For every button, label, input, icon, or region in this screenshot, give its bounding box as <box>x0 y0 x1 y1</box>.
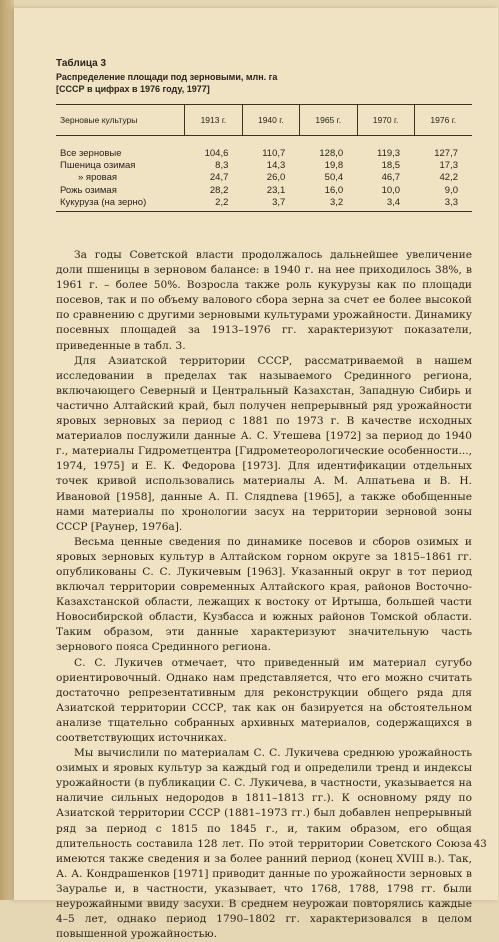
table-cell: 10,0 <box>381 184 401 196</box>
table-cell: 8,3 <box>215 160 229 172</box>
table-cell: 3,2 <box>299 197 357 212</box>
column-header-1965: 1965 г. <box>299 105 357 136</box>
table-cell: 17,3 <box>439 160 458 172</box>
paragraph: Мы вычислили по материалам С. С. Лукичева среднюю урожайность озимых и яровых культур за каждый год и определили тренд и индексы урожайности (в публикации С. С. Лукичева, в частности, указывается на наличие сильных недородов в 1811–1813 гг.). К основному ряду по Азиатской территории СССР (1881–1973 гг.) был добавлен непрерывный ряд за период с 1815 по 1845 г., и, таким образом, его общая длительность составила 128 лет. По этой территории Советского Союза имеются также сведения и за более ранний период (конец XVIII в.). Так, А. А. Кондрашенков [1971] приводит данные по урожайности зерновых в Зауралье и, в частности, указывает, что 1768, 1788, 1798 гг. были неурожайными ввиду засухи. В среднем неурожаи повторялись каждые 4–5 лет, однако период 1790–1802 гг. характеризовался в целом повышенной урожайностью. <box>56 747 472 941</box>
table-cell: 3,3 <box>414 197 472 212</box>
table-cell: 3,7 <box>242 197 299 212</box>
paragraph: За годы Советской власти продолжалось дальнейшее увеличение доли пшеницы в зерновом балансе: в 1940 г. на нее приходилось 38%, в 1961 г. – более 50%. Возросла также роль кукурузы как по площади посевов, так и по объему валового сбора зерна за счет ее более высокой по сравнению с другими зерновыми культурами урожайности. Динамику посевных площадей за 1913–1976 гг. характеризуют показатели, приведенные в табл. 3. <box>56 249 472 352</box>
paragraph: Весьма ценные сведения по динамике посевов и сборов озимых и яровых зерновых культур в Алтайском горном округе за 1815–1861 гг. опубликованы С. С. Лукичевым [1963]. Указанный округ в тот период включал территории современных Алтайского края, районов Восточно-Казахстанской области, лежащих к востоку от Иртыша, большей части Новосибирской области, Кузбасса и южных районов Томской области. Таким образом, эти данные характеризуют значительную часть зернового пояса Срединного региона. <box>56 535 472 654</box>
table-row <box>56 172 472 184</box>
table-cell: 26,0 <box>266 172 286 184</box>
table-header-row <box>56 105 472 136</box>
table-cell: 104,6 <box>204 148 229 160</box>
page-number: 43 <box>474 839 487 850</box>
table-cell: 3,4 <box>357 197 414 212</box>
table-cell: 127,7 <box>434 148 458 160</box>
table-cell: 16,0 <box>324 184 344 196</box>
table-caption-source: [СССР в цифрах в 1976 году, 1977] <box>56 84 210 94</box>
column-header-crop: Зерновые культуры <box>56 105 185 136</box>
table-caption <box>56 71 386 95</box>
table-cell: 23,1 <box>266 184 286 196</box>
table-cell: 50,4 <box>324 172 344 184</box>
table-row <box>56 160 472 172</box>
table-row <box>56 136 472 161</box>
table-cell: 19,8 <box>324 160 344 172</box>
table-cell: 119,3 <box>376 148 401 160</box>
table-caption-title: Распределение площади под зерновыми, млн. га <box>56 72 278 82</box>
column-header-1970: 1970 г. <box>357 105 414 136</box>
grain-area-table <box>56 104 472 212</box>
row-label: » яровая <box>78 172 118 184</box>
table-row <box>56 185 472 197</box>
table-cell: 28,2 <box>209 184 229 196</box>
table-cell: 2,2 <box>185 197 243 212</box>
paragraph: С. С. Лукичев отмечает, что приведенный им материал сугубо ориентировочный. Однако нам представляется, что его можно считать достаточно репрезентативным для реконструкции общего ряда для Азиатской территории СССР, так как он базируется на обстоятельном анализе тщательно собранных архивных материалов, содержащихся в соответствующих источниках. <box>56 656 472 744</box>
table-cell: 42,2 <box>439 172 458 184</box>
row-label: Рожь озимая <box>60 184 117 196</box>
table-cell: 14,3 <box>266 160 286 172</box>
column-header-1913: 1913 г. <box>185 105 243 136</box>
row-label: Кукуруза (на зерно) <box>56 197 185 212</box>
column-header-1940: 1940 г. <box>242 105 299 136</box>
table-cell: 9,0 <box>444 184 458 196</box>
table-cell: 18,5 <box>381 160 401 172</box>
column-header-1976: 1976 г. <box>414 105 472 136</box>
table-cell: 24,7 <box>209 172 229 184</box>
table-cell: 110,7 <box>262 148 286 160</box>
row-label: Пшеница озимая <box>60 160 136 172</box>
book-binding <box>0 0 14 900</box>
table-cell: 128,0 <box>319 148 344 160</box>
row-label: Все зерновые <box>60 148 122 160</box>
table-number: Таблица 3 <box>56 58 107 69</box>
body-text <box>56 248 472 942</box>
table-cell: 46,7 <box>381 172 401 184</box>
table-row <box>56 197 472 212</box>
paragraph: Для Азиатской территории СССР, рассматриваемой в нашем исследовании в пределах так называемого Срединного региона, включающего Северный и Центральный Казахстан, Западную Сибирь и частично Алтайский край, был получен непрерывный ряд урожайности яровых зерновых за период с 1881 по 1973 г. В качестве исходных материалов послужили данные А. С. Утешева [1972] за период до 1940 г., материалы Гидрометцентра [Гидрометеорологические особенности..., 1974, 1975] и Е. К. Федорова [1973]. Для идентификации отдельных точек кривой использовались материалы А. М. Алпатьева и В. Н. Ивановой [1958], данные А. П. Слядnева [1965], а также обобщенные нами материалы по хронологии засух на территории зерновой зоны СССР [Раунер, 1976а]. <box>56 354 472 533</box>
